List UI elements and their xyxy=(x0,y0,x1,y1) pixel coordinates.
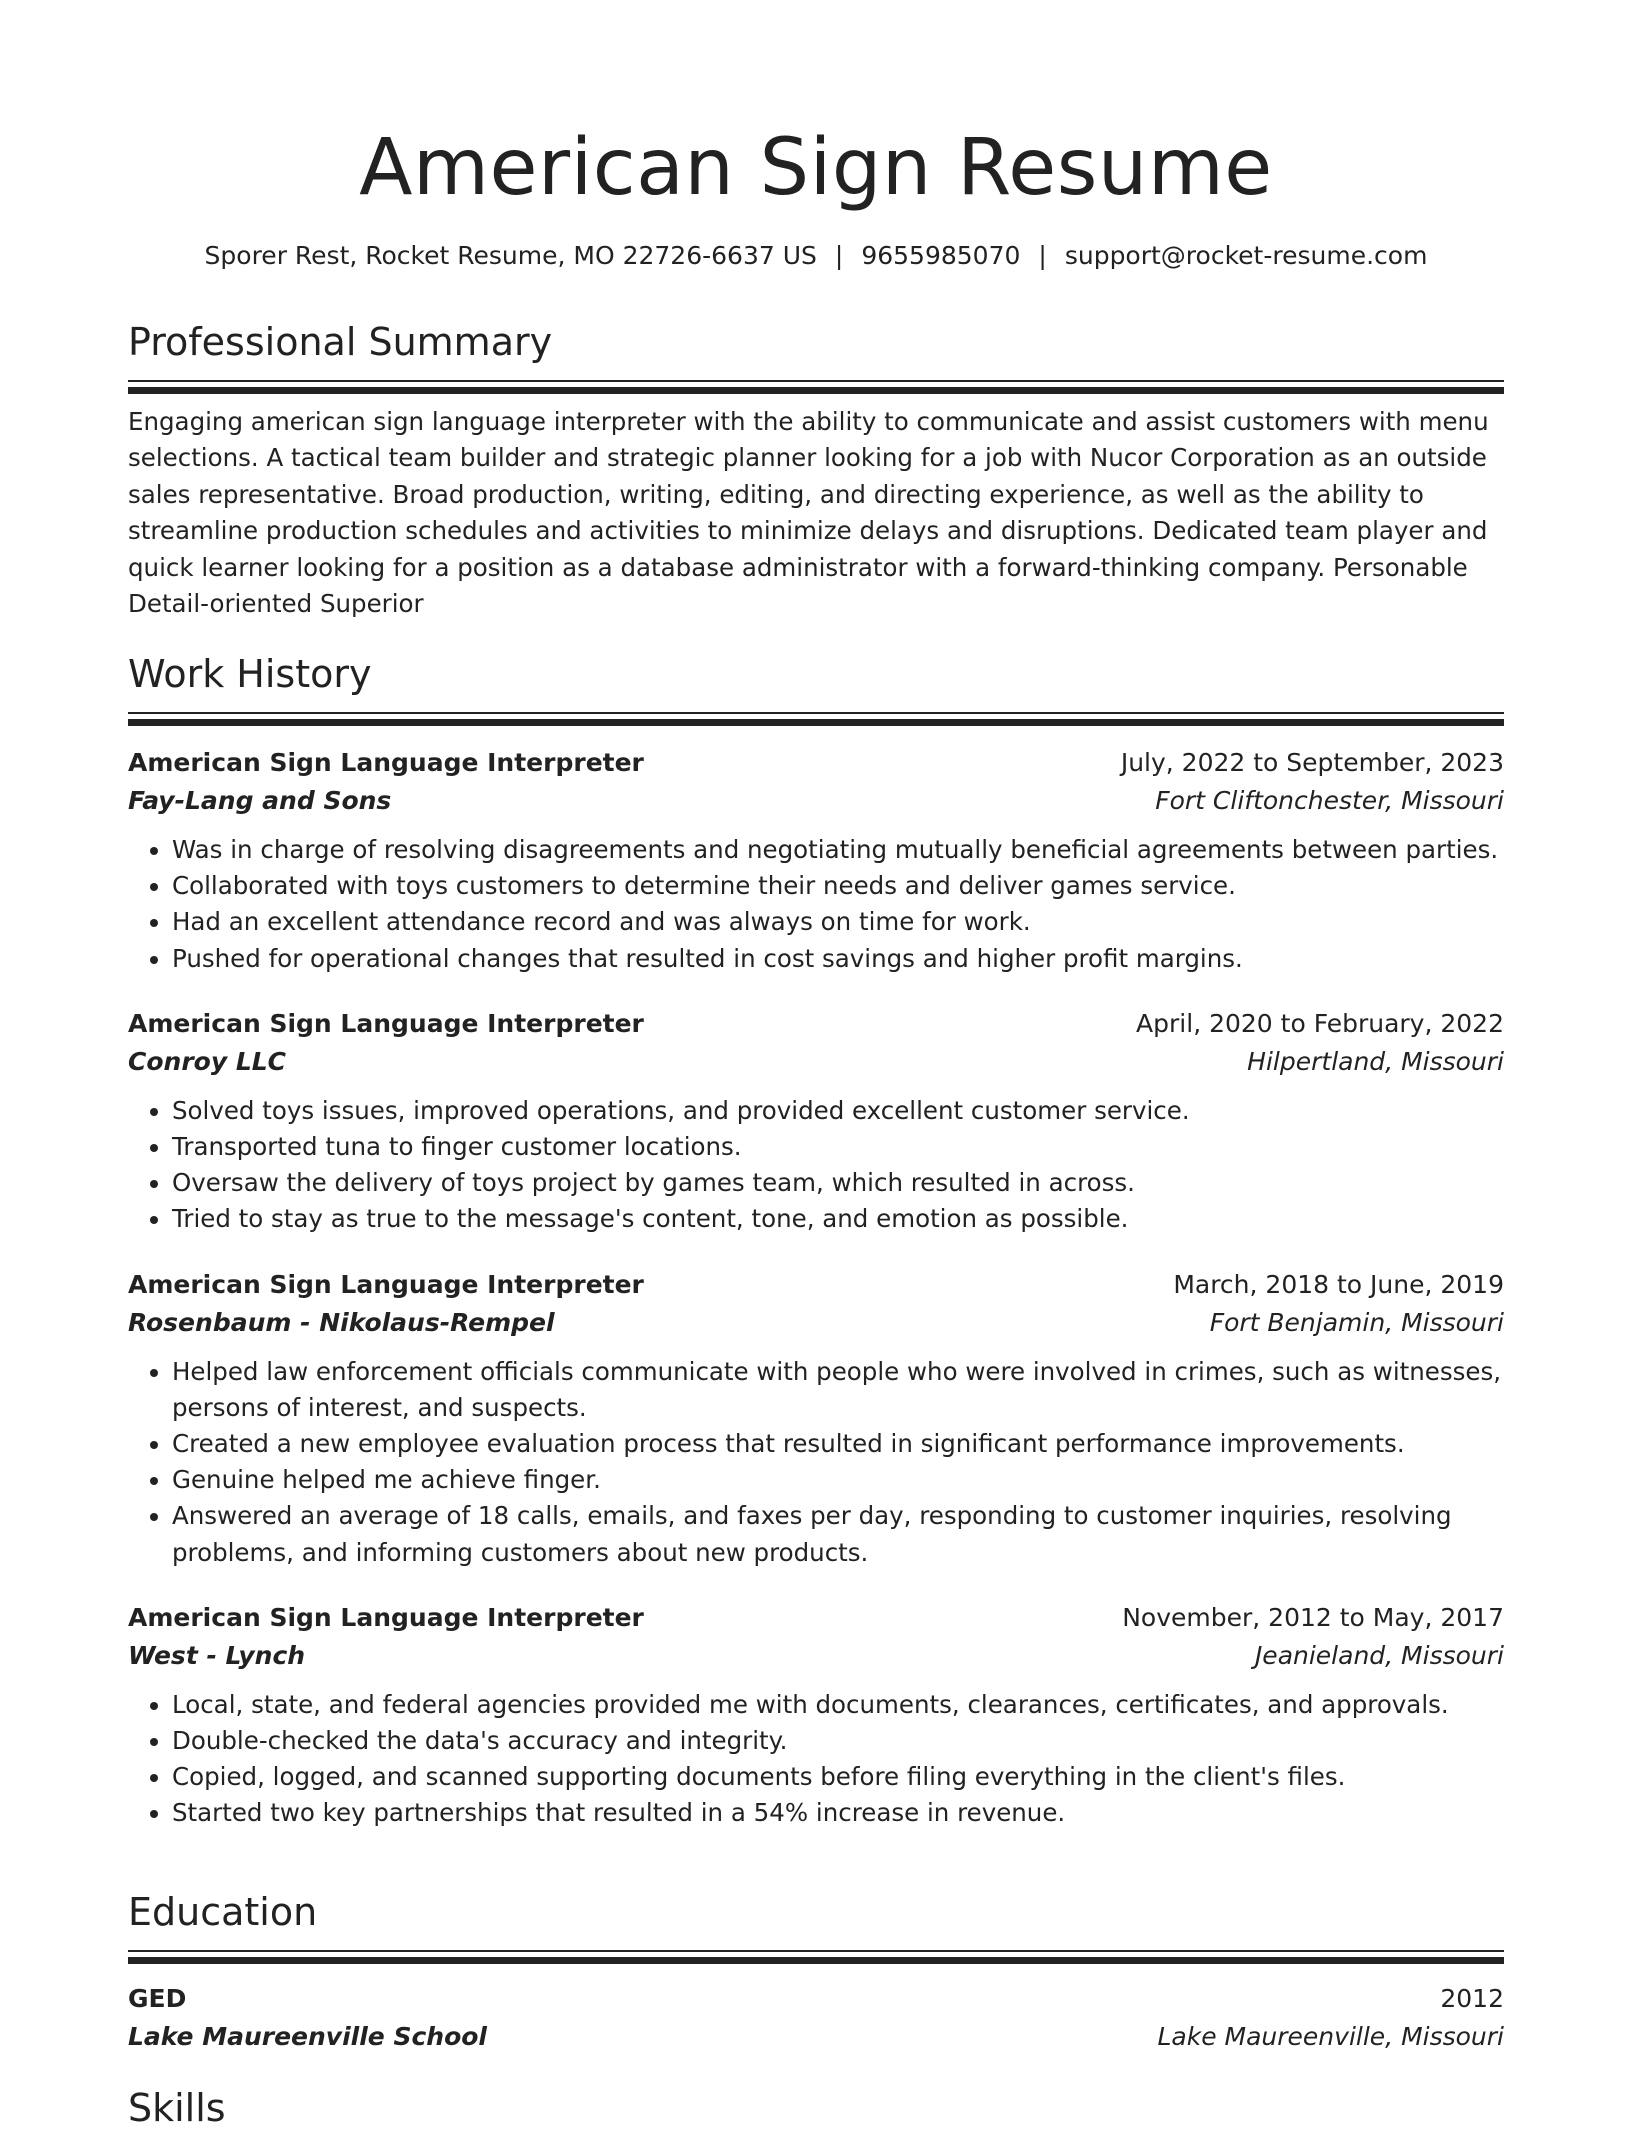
education-location: Lake Maureenville, Missouri xyxy=(1157,2022,1504,2051)
job-company: Fay-Lang and Sons xyxy=(128,786,392,815)
section-title-education: Education xyxy=(128,1890,318,1934)
section-title-work: Work History xyxy=(128,652,372,696)
bullet-item: • Tried to stay as true to the message's content, tone, and emotion as possible. xyxy=(172,1201,1504,1237)
section-rule xyxy=(128,712,1504,726)
job-company: West - Lynch xyxy=(128,1640,306,1670)
job-bullets xyxy=(128,832,1504,977)
job-dates: November, 2012 to May, 2017 xyxy=(1122,1602,1504,1632)
job-location: Fort Cliftonchester, Missouri xyxy=(1155,786,1504,815)
education-year: 2012 xyxy=(1440,1984,1504,2013)
section-title-summary: Professional Summary xyxy=(128,320,553,364)
job-company: Conroy LLC xyxy=(128,1046,287,1076)
job-dates: March, 2018 to June, 2019 xyxy=(1173,1269,1504,1299)
job-entry xyxy=(128,744,1504,977)
bullet-item: • Answered an average of 18 calls, emails, and faxes per day, responding to customer inquiries, resolving problems, and informing customers about new products. xyxy=(172,1498,1504,1570)
bullet-item: • Oversaw the delivery of toys project by games team, which resulted in across. xyxy=(172,1165,1504,1201)
job-title: American Sign Language Interpreter xyxy=(128,1008,644,1038)
work-history-section xyxy=(128,650,1504,1832)
job-bullets xyxy=(128,1354,1504,1571)
bullet-item: • Pushed for operational changes that resulted in cost savings and higher profit margins. xyxy=(172,941,1504,977)
job-location: Jeanieland, Missouri xyxy=(1254,1640,1504,1670)
education-section xyxy=(128,1888,1504,2056)
job-bullets xyxy=(128,1093,1504,1238)
education-degree: GED xyxy=(128,1984,187,2013)
job-bullets xyxy=(128,1687,1504,1832)
job-entry xyxy=(128,1266,1504,1571)
bullet-item: • Double-checked the data's accuracy and integrity. xyxy=(172,1723,1504,1759)
section-rule xyxy=(128,380,1504,394)
bullet-item: • Transported tuna to finger customer locations. xyxy=(172,1129,1504,1165)
skills-section xyxy=(128,2084,1504,2132)
bullet-item: • Helped law enforcement officials communicate with people who were involved in crimes, such as witnesses, persons of interest, and suspects. xyxy=(172,1354,1504,1426)
bullet-item: • Had an excellent attendance record and was always on time for work. xyxy=(172,904,1504,940)
education-school: Lake Maureenville School xyxy=(128,2022,487,2051)
contact-separator: | xyxy=(834,241,844,270)
education-entry xyxy=(128,1980,1504,2056)
job-location: Hilpertland, Missouri xyxy=(1247,1046,1504,1076)
job-title: American Sign Language Interpreter xyxy=(128,1602,644,1632)
summary-section xyxy=(128,318,1504,622)
bullet-item: • Started two key partnerships that resulted in a 54% increase in revenue. xyxy=(172,1795,1504,1831)
job-dates: April, 2020 to February, 2022 xyxy=(1136,1008,1504,1038)
job-company: Rosenbaum - Nikolaus-Rempel xyxy=(128,1307,555,1337)
contact-separator: | xyxy=(1038,241,1047,270)
job-title: American Sign Language Interpreter xyxy=(128,1269,644,1299)
contact-email: support@rocket-resume.com xyxy=(1064,241,1428,270)
bullet-item: • Solved toys issues, improved operations, and provided excellent customer service. xyxy=(172,1093,1504,1129)
job-title: American Sign Language Interpreter xyxy=(128,748,644,777)
bullet-item: • Local, state, and federal agencies provided me with documents, clearances, certificates, and approvals. xyxy=(172,1687,1504,1723)
section-rule xyxy=(128,1950,1504,1964)
bullet-item: • Copied, logged, and scanned supporting documents before filing everything in the client's files. xyxy=(172,1759,1504,1795)
bullet-item: • Created a new employee evaluation process that resulted in significant performance improvements. xyxy=(172,1426,1504,1462)
bullet-item: • Genuine helped me achieve finger. xyxy=(172,1462,1504,1498)
summary-text: Engaging american sign language interpreter with the ability to communicate and assist customers with menu selections. A tactical team builder and strategic planner looking for a job with Nucor Corporation as an outside sales representative. Broad production, writing, editing, and directing experience, as well as the ability to streamline production schedules and activities to minimize delays and disruptions. Dedicated team player and quick learner looking for a position as a database administrator with a forward-thinking company. Personable Detail-oriented Superior xyxy=(128,407,1489,619)
job-location: Fort Benjamin, Missouri xyxy=(1209,1307,1504,1337)
section-title-skills: Skills xyxy=(128,2086,226,2130)
contact-address: Sporer Rest, Rocket Resume, MO 22726-6637 US xyxy=(204,241,817,270)
bullet-item: • Collaborated with toys customers to determine their needs and deliver games service. xyxy=(172,868,1504,904)
resume-name: American Sign Resume xyxy=(359,123,1273,213)
job-entry xyxy=(128,1005,1504,1238)
contact-phone: 9655985070 xyxy=(861,241,1021,270)
job-dates: July, 2022 to September, 2023 xyxy=(1120,748,1504,777)
job-entry xyxy=(128,1599,1504,1832)
bullet-item: • Was in charge of resolving disagreements and negotiating mutually beneficial agreements between parties. xyxy=(172,832,1504,868)
contact-line xyxy=(128,238,1504,274)
